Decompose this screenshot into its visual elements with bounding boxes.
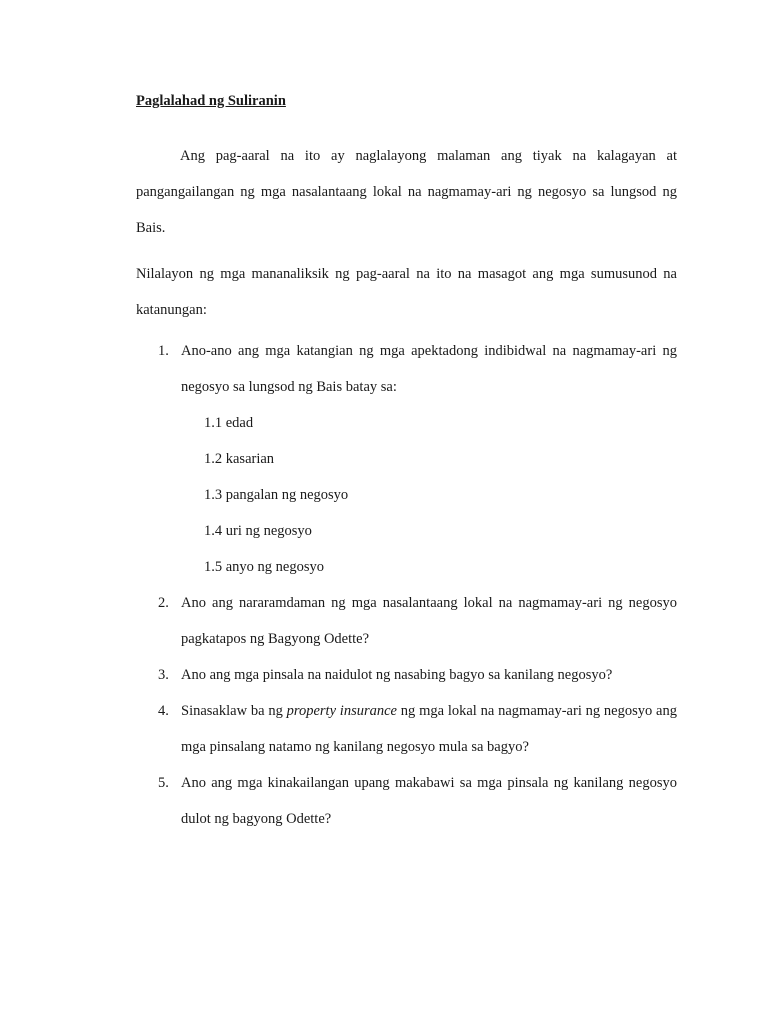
question-number: 3. (158, 667, 169, 683)
intro-paragraph: Ang pag-aaral na ito ay naglalayong malaman ang tiyak na kalagayan at pangangailangan ng mga nasalantaang lokal na nagmamay-ari ng negosyo sa lungsod ng Bais. (136, 148, 677, 236)
question-text: Ano ang mga pinsala na naidulot ng nasabing bagyo sa kanilang negosyo? (181, 667, 613, 683)
question-number: 5. (158, 775, 169, 791)
question-number: 4. (158, 703, 169, 719)
question-item-2 (136, 585, 677, 657)
question-text-before: Sinasaklaw ba ng (181, 703, 287, 719)
sub-item-anyo: 1.5 anyo ng negosyo (204, 559, 325, 575)
question-item-1 (136, 333, 677, 585)
sub-item-uri: 1.4 uri ng negosyo (204, 523, 312, 539)
sub-item-edad: 1.1 edad (204, 415, 254, 431)
sub-item-pangalan: 1.3 pangalan ng negosyo (204, 487, 349, 503)
question-item-3 (136, 657, 677, 693)
question-number: 2. (158, 595, 169, 611)
question-item-4 (136, 693, 677, 765)
question-text: Ano-ano ang mga katangian ng mga apektadong indibidwal na nagmamay-ari ng negosyo sa lungsod ng Bais batay sa: (181, 343, 677, 395)
question-number: 1. (158, 343, 169, 359)
question-text-italic: property insurance (286, 703, 397, 719)
question-text: Ano ang mga kinakailangan upang makabawi sa mga pinsala ng kanilang negosyo dulot ng bagyong Odette? (181, 775, 677, 827)
document-title: Paglalahad ng Suliranin (136, 93, 286, 109)
objective-paragraph: Nilalayon ng mga mananaliksik ng pag-aaral na ito na masagot ang mga sumusunod na katanungan: (136, 266, 677, 318)
question-list (136, 333, 677, 837)
question-text: Ano ang nararamdaman ng mga nasalantaang lokal na nagmamay-ari ng negosyo pagkatapos ng Bagyong Odette? (181, 595, 677, 647)
question-item-5 (136, 765, 677, 837)
question-1-sublist (181, 405, 677, 585)
question-text-after: ng mga lokal na nagmamay-ari ng negosyo ang mga pinsalang natamo ng kanilang negosyo mula sa bagyo? (181, 703, 677, 755)
sub-item-kasarian: 1.2 kasarian (204, 451, 275, 467)
